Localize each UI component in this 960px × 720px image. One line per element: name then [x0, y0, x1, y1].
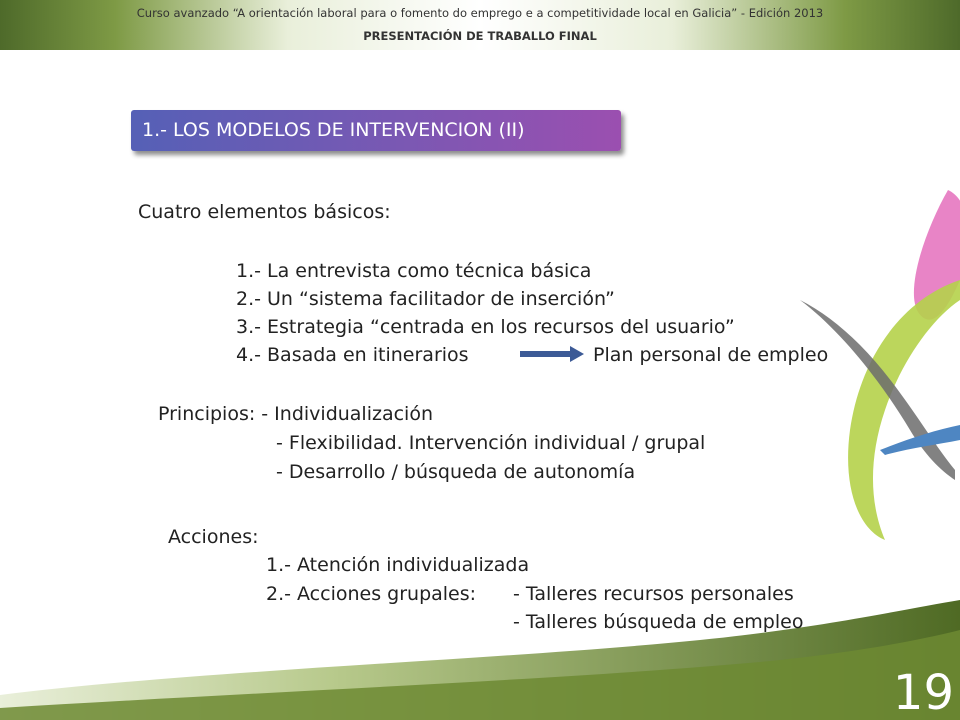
right-arrow-icon — [520, 344, 584, 364]
footer-swoosh — [0, 600, 960, 720]
section-title: 1.- LOS MODELOS DE INTERVENCION (II) — [142, 119, 525, 141]
element-item-3: 3.- Estrategia “centrada en los recursos del usuario” — [236, 316, 735, 338]
action-item-2: 2.- Acciones grupales: — [266, 583, 477, 605]
elements-heading: Cuatro elementos básicos: — [138, 201, 391, 223]
action-subitem-1: - Talleres recursos personales — [513, 583, 794, 605]
element-item-4: 4.- Basada en itinerarios — [236, 344, 469, 366]
section-title-box — [131, 110, 621, 151]
page-number: 19 — [892, 665, 954, 720]
element-item-1: 1.- La entrevista como técnica básica — [236, 260, 592, 282]
element-item-2: 2.- Un “sistema facilitador de inserción” — [236, 288, 615, 310]
actions-heading: Acciones: — [168, 526, 259, 548]
principles-line-3: - Desarrollo / búsqueda de autonomía — [276, 461, 636, 483]
action-item-1: 1.- Atención individualizada — [266, 554, 530, 576]
presentation-subtitle: PRESENTACIÓN DE TRABALLO FINAL — [363, 29, 597, 43]
action-subitem-2: - Talleres búsqueda de empleo — [513, 611, 804, 633]
course-title: Curso avanzado “A orientación laboral para o fomento do emprego e a competitividade local en Galicia” - Edición 2013 — [136, 6, 824, 20]
plan-personal-label: Plan personal de empleo — [593, 344, 829, 366]
principles-line-2: - Flexibilidad. Intervención individual / grupal — [276, 432, 706, 454]
principles-line-1: Principios: - Individualización — [158, 403, 433, 425]
slide-header — [0, 0, 960, 50]
